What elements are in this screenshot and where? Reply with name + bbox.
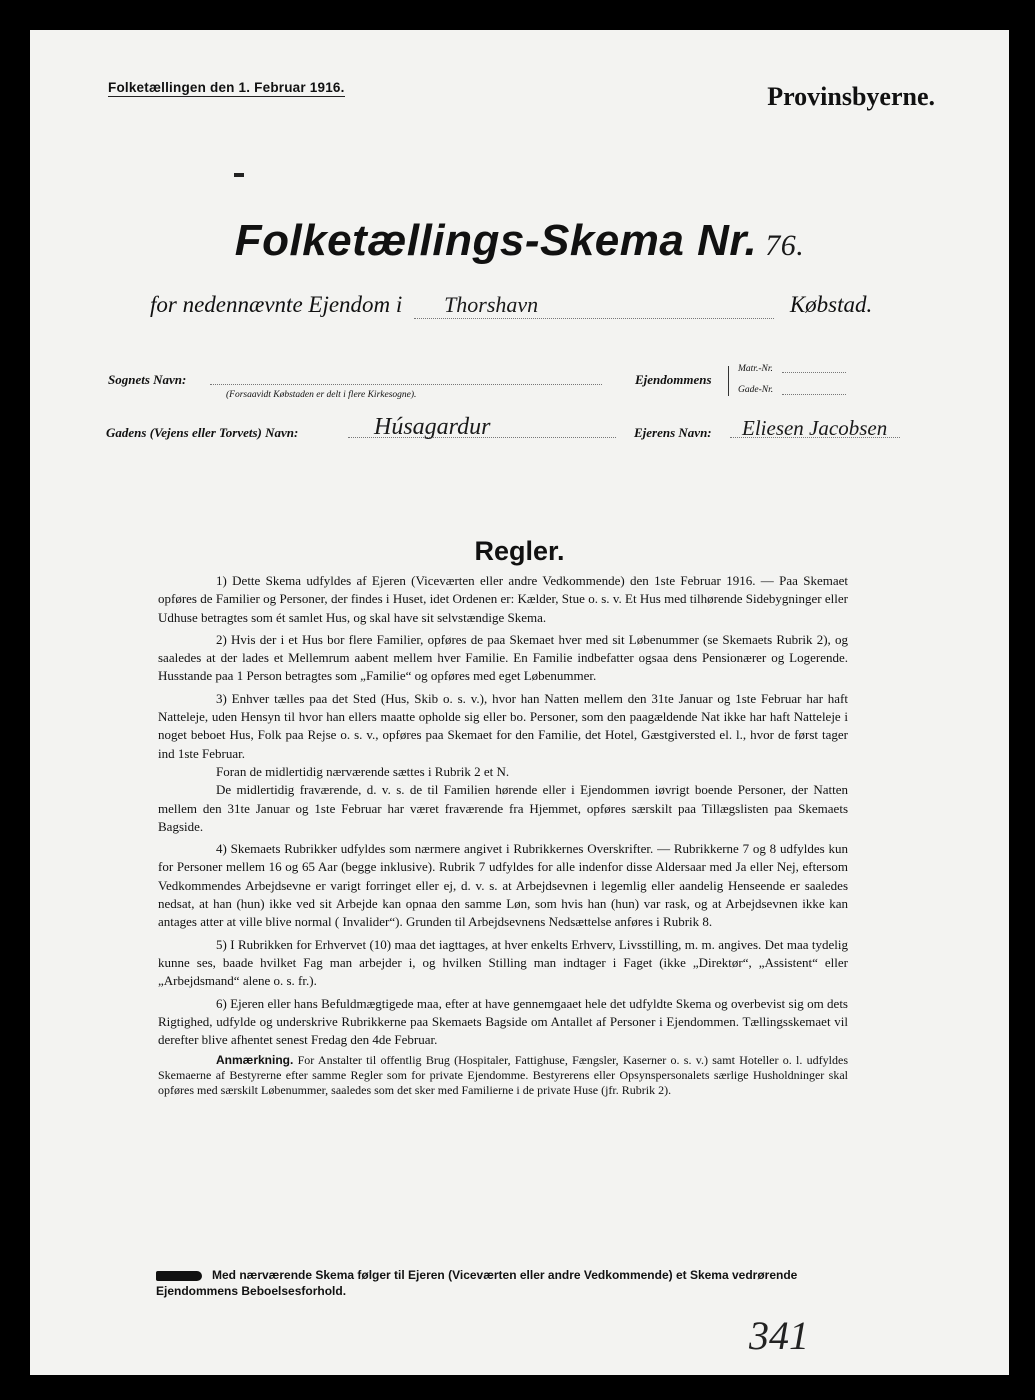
town-field bbox=[414, 292, 774, 319]
page-number-handwritten: 341 bbox=[749, 1313, 809, 1358]
header-region: Provinsbyerne. bbox=[767, 82, 935, 111]
form-title bbox=[30, 216, 1009, 266]
annotation bbox=[158, 1053, 848, 1098]
rules-body bbox=[158, 572, 848, 1102]
ejendom-label: Ejendommens bbox=[635, 372, 712, 387]
gade-nr-field bbox=[782, 394, 846, 395]
sogn-note: (Forsaavidt Købstaden er delt i flere Kirkesogne). bbox=[226, 390, 417, 400]
footer-note bbox=[156, 1267, 856, 1299]
rule-3: 3) Enhver tælles paa det Sted (Hus, Skib o. s. v.), hvor han Natten mellem den 31te Januar og 1ste Februar har haft Natteleje, uden Hensyn til hvor han ellers maatte opholde sig eller bo. Personer, som den paagældende Nat ikke har haft Natteleje i noget beboet Hus, Folk paa Rejse o. s. v., opføres paa Skemaet for den Familie, det Hotel, Gæstgiversted el. l., hvor de først tager ind 1ste Februar. bbox=[158, 690, 848, 761]
decorative-dash bbox=[234, 173, 244, 177]
rule-3b: Foran de midlertidig nærværende sættes i Rubrik 2 et N. bbox=[216, 763, 510, 779]
gade-handwritten: Húsagardur bbox=[374, 414, 491, 440]
rules-title: Regler. bbox=[474, 536, 565, 566]
ejer-handwritten: Eliesen Jacobsen bbox=[742, 416, 888, 440]
gade-nr-label: Gade-Nr. bbox=[738, 385, 774, 395]
matr-field bbox=[782, 372, 846, 373]
ejer-label: Ejerens Navn: bbox=[634, 425, 712, 440]
property-line-prefix: for nedennævnte Ejendom i bbox=[150, 292, 403, 317]
property-line-suffix: Købstad. bbox=[789, 292, 873, 317]
property-line bbox=[150, 292, 872, 319]
pointing-hand-icon bbox=[156, 1271, 202, 1281]
rule-5: 5) I Rubrikken for Erhvervet (10) maa det iagttages, at hver enkelts Erhverv, Livsstilling, m. m. angives. Det maa tydelig kunne ses, baade hvilket Fag man arbejder i, og hvilken Stilling man indtager i Faget (ikke „Direktør“, „Assistent“ eller „Arbejdsmand“ alene o. s. fr.). bbox=[158, 936, 848, 989]
town-handwritten: Thorshavn bbox=[444, 292, 539, 317]
annotation-text: For Anstalter til offentlig Brug (Hospitaler, Fattighuse, Fængsler, Kaserner o. s. v.) samt Hoteller o. l. udfyldes Skemaerne af Bestyrerne efter samme Regler som for private Ejendomme. Bestyrerens eller Opsynspersonalets særlige Husholdninger skal opføres med særskilt Løbenummer, saaledes som det sker med Familierne i de private Huse (jfr. Rubrik 2). bbox=[158, 1053, 848, 1098]
rule-2: 2) Hvis der i et Hus bor flere Familier, opføres de paa Skemaet hver med sit Løbenummer (se Skemaets Rubrik 2), og saaledes at der lades et Mellemrum aabent mellem hver Familie. En Familie indbefatter ogsaa dens Pensionærer og Logerende. Husstande paa 1 Person betragtes som „Familie“ og opføres med eget Løbenummer. bbox=[158, 631, 848, 684]
form-number-handwritten: 76. bbox=[765, 229, 805, 262]
sogn-field bbox=[210, 384, 602, 385]
gade-label: Gadens (Vejens eller Torvets) Navn: bbox=[106, 425, 299, 440]
sogn-label bbox=[108, 372, 186, 388]
rule-6: 6) Ejeren eller hans Befuldmægtigede maa, efter at have gennemgaaet hele det udfyldte Skema og overbevist sig om dets Rigtighed, udfylde og underskrive Rubrikkerne paa Skemaets Bagside om Antallet af Personer i Ejendommen. Tællingsskemaet vil derefter blive afhentet senest Fredag den 4de Februar. bbox=[158, 995, 848, 1048]
sogn-label-text: Sognets Navn: bbox=[108, 372, 187, 387]
rule-1: 1) Dette Skema udfyldes af Ejeren (Viceværten eller andre Vedkommende) den 1ste Februar 1916. — Paa Skemaet opføres de Familier og Personer, der findes i Huset, idet Ordenen er: Kælder, Stue o. s. v. Et Hus med tilhørende Sidebygninger eller Udhuse betragtes som ét samlet Hus, og skal have sit selvstændige Skema. bbox=[158, 573, 848, 625]
census-form-page bbox=[30, 30, 1009, 1375]
annotation-label: Anmærkning. bbox=[216, 1053, 294, 1068]
matr-label: Matr.-Nr. bbox=[738, 364, 773, 374]
form-title-text: Folketællings-Skema Nr. bbox=[234, 216, 758, 265]
rule-4: 4) Skemaets Rubrikker udfyldes som nærmere angivet i Rubrikkernes Overskrifter. — Rubrikkerne 7 og 8 udfyldes kun for Personer mellem 16 og 65 Aar (begge inklusive). Rubrik 7 udfyldes for alle indenfor disse Aldersaar med Ja eller Nej, eftersom Vedkommendes Arbejdsevne er varigt forringet eller ej, d. v. s. at Arbejdsevnen i legemlig eller aandelig Henseende er saaledes nedsat, at han (hun) ikke ved sit Arbejde kan opnaa den samme Løn, som hvis han (hun) var rask, og at Arbejdsevnen ikke kan antages atter at ville blive normal ( Invalider“). Grunden til Arbejdsevnens Nedsættelse anføres i Rubrik 8. bbox=[158, 841, 848, 930]
bracket bbox=[728, 366, 731, 396]
header-census-date: Folketællingen den 1. Februar 1916. bbox=[108, 80, 345, 95]
footer-text: Med nærværende Skema følger til Ejeren (Viceværten eller andre Vedkommende) et Skema vedrørende Ejendommens Beboelsesforhold. bbox=[156, 1268, 798, 1298]
rule-3c: De midlertidig fraværende, d. v. s. de til Familien hørende eller i Ejendommen iøvrigt boende Personer, der Natten mellem den 31te Januar og 1ste Februar har været fraværende fra Hjemmet, opføres særskilt paa Tillægslisten paa Skemaets Bagside. bbox=[158, 782, 848, 834]
